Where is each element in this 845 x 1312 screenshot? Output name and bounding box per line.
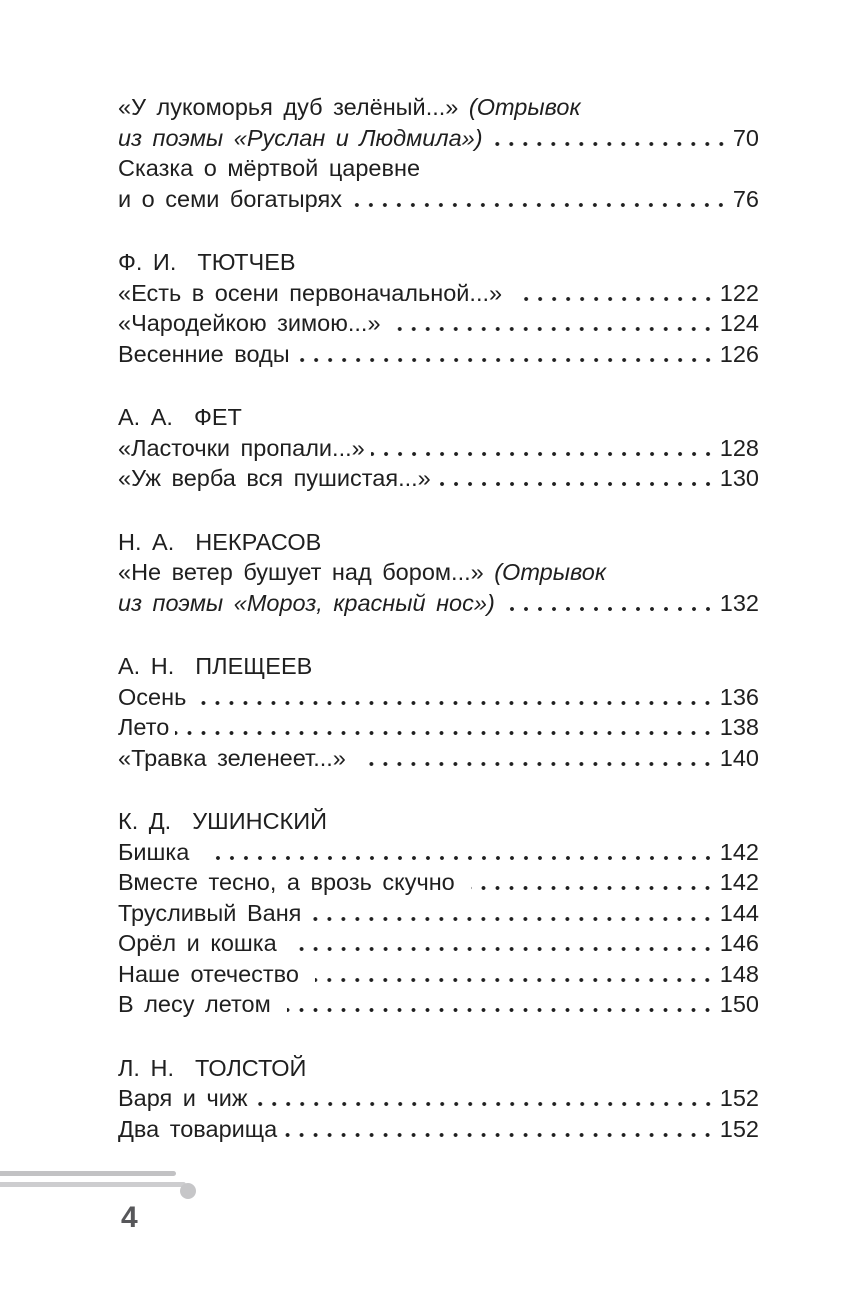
entry-page-number: 132 [719, 589, 759, 616]
author-heading: Н. А. НЕКРАСОВ [118, 528, 322, 555]
toc-entry-line [118, 557, 759, 588]
toc-entry [118, 1083, 759, 1114]
toc-entry-line [118, 837, 759, 868]
dot-leader [283, 1133, 715, 1137]
entry-page-number: 130 [719, 465, 759, 491]
toc-entry-line [118, 928, 759, 959]
dot-leader [206, 856, 715, 860]
entry-page-number: 76 [732, 185, 759, 212]
author-heading: К. Д. УШИНСКИЙ [118, 808, 328, 834]
dot-leader [362, 762, 714, 766]
entry-page-number: 144 [719, 899, 759, 926]
entry-title: «Уж верба вся пушистая...» [118, 465, 431, 491]
toc-entry [118, 989, 759, 1020]
entry-page-number: 152 [719, 1115, 759, 1142]
author-heading: Ф. И. ТЮТЧЕВ [118, 249, 296, 275]
toc-entry-line [118, 92, 759, 123]
toc-entry [118, 837, 759, 868]
toc-entry-line [118, 898, 759, 929]
entry-title: Наше отечество [118, 960, 310, 987]
toc-entry [118, 463, 759, 494]
dot-leader [175, 731, 715, 735]
toc-entry-line [118, 682, 759, 713]
entry-title: «Не ветер бушует над бором...» (Отрывок [118, 559, 606, 585]
page-number: 4 [121, 1201, 138, 1234]
toc-entry-line [118, 1083, 759, 1114]
entry-page-number: 70 [732, 124, 759, 151]
dot-leader [519, 297, 715, 301]
entry-page-number: 146 [719, 930, 759, 956]
dot-leader [287, 1008, 715, 1012]
toc-section [118, 527, 759, 619]
toc-section [118, 92, 759, 214]
entry-page-number: 138 [719, 714, 759, 740]
toc-entry [118, 308, 759, 339]
dot-leader [501, 607, 715, 611]
entry-page-number: 142 [719, 869, 759, 895]
entry-title: Трусливый Ваня [118, 899, 302, 926]
toc-entry-line [118, 743, 759, 774]
toc-entry [118, 959, 759, 990]
toc-entry [118, 898, 759, 929]
toc-entry-line [118, 433, 759, 464]
entry-title: «У лукоморья дуб зелёный...» (Отрывок [118, 94, 581, 120]
entry-page-number: 152 [719, 1085, 759, 1111]
dot-leader [307, 917, 714, 921]
dot-leader [348, 203, 728, 207]
toc-entry-line [118, 959, 759, 990]
entry-title: «Травка зеленеет...» [118, 744, 357, 771]
entry-title: «Чародейкою зимою...» [118, 310, 392, 336]
entry-title: Осень [118, 683, 187, 710]
toc-entry-line [118, 588, 759, 619]
entry-title: Орёл и кошка [118, 930, 288, 956]
toc-entry [118, 682, 759, 713]
toc-section [118, 247, 759, 369]
toc-entry [118, 928, 759, 959]
toc-entry [118, 339, 759, 370]
footer-rule-top [0, 1171, 176, 1176]
toc-section [118, 806, 759, 1020]
author-heading: А. А. ФЕТ [118, 404, 242, 430]
toc-entry [118, 743, 759, 774]
toc-entry [118, 92, 759, 153]
author-heading: Л. Н. ТОЛСТОЙ [118, 1054, 307, 1081]
dot-leader [489, 142, 728, 146]
toc-entry [118, 1114, 759, 1145]
toc-entry [118, 712, 759, 743]
entry-page-number: 150 [719, 991, 759, 1017]
entry-page-number: 142 [719, 838, 759, 865]
footer-rule-dot [180, 1183, 196, 1199]
toc-entry-line [118, 989, 759, 1020]
toc-entry-line [118, 712, 759, 743]
footer-rule-bottom [0, 1182, 186, 1187]
entry-title: из поэмы «Мороз, красный нос») [118, 589, 495, 616]
entry-title: В лесу летом [118, 991, 282, 1017]
entry-title: и о семи богатырях [118, 185, 342, 212]
dot-leader [371, 452, 715, 456]
entry-page-number: 128 [719, 434, 759, 461]
toc-section [118, 402, 759, 494]
toc-entry-line [118, 308, 759, 339]
toc-entry [118, 433, 759, 464]
toc-entry-line [118, 867, 759, 898]
entry-title: из поэмы «Руслан и Людмила») [118, 124, 483, 151]
entry-page-number: 122 [719, 279, 759, 306]
toc-entry-line [118, 153, 759, 184]
toc-entry-line [118, 184, 759, 215]
toc-entry-line [118, 339, 759, 370]
dot-leader [254, 1102, 715, 1106]
dot-leader [192, 701, 714, 705]
dot-leader [315, 978, 714, 982]
entry-page-number: 140 [719, 744, 759, 771]
toc [118, 92, 759, 1144]
entry-title: Варя и чиж [118, 1085, 248, 1111]
dot-leader [293, 947, 715, 951]
entry-page-number: 148 [719, 960, 759, 987]
dot-leader [471, 886, 715, 890]
toc-entry [118, 278, 759, 309]
entry-title: «Есть в осени первоначальной...» [118, 279, 513, 306]
toc-entry [118, 153, 759, 214]
entry-title: Вместе тесно, а врозь скучно [118, 869, 466, 895]
author-heading: А. Н. ПЛЕЩЕЕВ [118, 653, 313, 679]
toc-entry-line [118, 123, 759, 154]
entry-page-number: 126 [719, 340, 759, 367]
entry-title: Сказка о мёртвой царевне [118, 155, 421, 181]
toc-entry [118, 867, 759, 898]
toc-section [118, 651, 759, 773]
dot-leader [437, 482, 715, 486]
toc-entry [118, 557, 759, 618]
entry-title: Весенние воды [118, 340, 290, 367]
dot-leader [296, 358, 715, 362]
toc-entry-line [118, 278, 759, 309]
entry-title: Бишка [118, 838, 200, 865]
entry-title: Лето [118, 714, 170, 740]
entry-page-number: 124 [719, 310, 759, 336]
entry-title: «Ласточки пропали...» [118, 434, 365, 461]
entry-title: Два товарища [118, 1115, 278, 1142]
entry-page-number: 136 [719, 683, 759, 710]
dot-leader [397, 327, 715, 331]
toc-entry-line [118, 1114, 759, 1145]
toc-entry-line [118, 463, 759, 494]
toc-section [118, 1053, 759, 1145]
